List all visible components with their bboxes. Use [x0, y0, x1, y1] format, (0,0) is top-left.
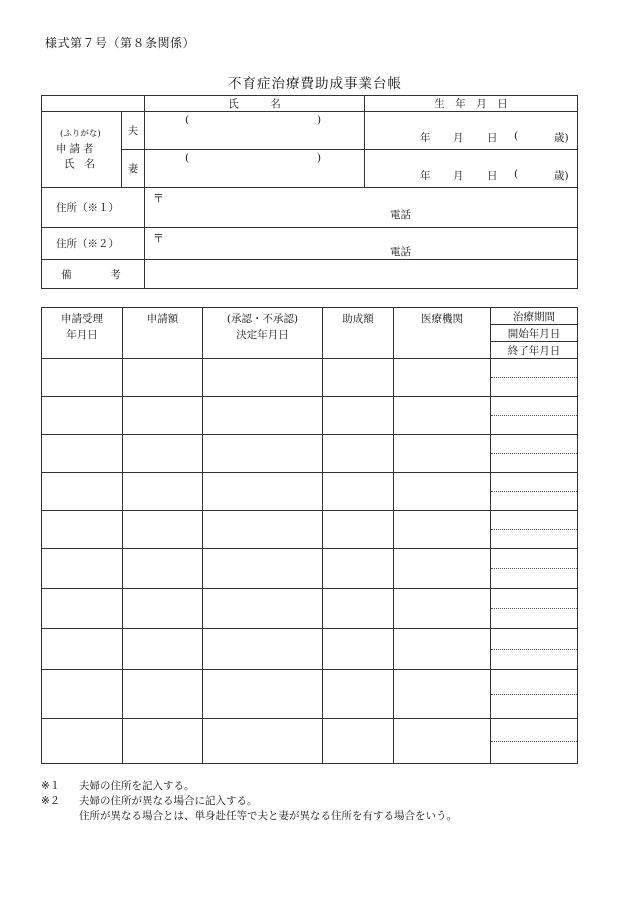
ledger-cell[interactable]	[123, 719, 203, 764]
col-decision-date: (承認・不承認) 決定年月日	[203, 308, 323, 359]
phone-label: 電話	[390, 209, 411, 221]
ledger-cell[interactable]	[123, 549, 203, 589]
ledger-cell[interactable]	[42, 473, 123, 511]
period-start-field[interactable]	[491, 629, 577, 650]
phone-label: 電話	[390, 246, 411, 258]
ledger-cell[interactable]	[42, 549, 123, 589]
period-end-field[interactable]	[491, 492, 577, 510]
age-label: 歳)	[554, 170, 569, 182]
husband-dob-field[interactable]	[365, 112, 578, 150]
ledger-row	[42, 629, 578, 670]
footnote-text: 夫婦の住所を記入する。	[79, 780, 195, 792]
applicant-label-line1: 申請者	[56, 143, 97, 155]
wife-label: 妻	[122, 150, 145, 188]
period-end-field[interactable]	[491, 569, 577, 588]
period-end-field[interactable]	[491, 530, 577, 548]
footnote-mark: ※１	[41, 780, 61, 792]
ledger-cell[interactable]	[394, 629, 491, 670]
period-end-field[interactable]	[491, 742, 577, 763]
ledger-cell[interactable]	[42, 719, 123, 764]
ledger-cell[interactable]	[394, 719, 491, 764]
col-received-date: 申請受理 年月日	[42, 308, 123, 359]
ledger-table	[41, 307, 578, 764]
ledger-cell[interactable]	[123, 670, 203, 719]
wife-dob-field[interactable]	[365, 150, 578, 188]
applicant-name-label	[42, 112, 122, 188]
address1-field[interactable]	[145, 188, 578, 228]
ledger-cell[interactable]	[203, 435, 323, 473]
footnote-2-detail	[41, 809, 457, 824]
ledger-cell[interactable]	[203, 549, 323, 589]
applicant-label-line2: 氏名	[64, 158, 105, 170]
document-title: 不育症治療費助成事業台帳	[228, 76, 402, 92]
ledger-cell[interactable]	[42, 359, 123, 397]
ledger-period-cell[interactable]	[491, 629, 578, 670]
ledger-cell[interactable]	[203, 670, 323, 719]
ledger-cell[interactable]	[123, 473, 203, 511]
ledger-cell[interactable]	[394, 670, 491, 719]
period-end-field[interactable]	[491, 378, 577, 396]
col-treatment-period: 治療期間	[491, 308, 578, 325]
ledger-row	[42, 397, 578, 435]
ledger-cell[interactable]	[323, 397, 394, 435]
name-header: 氏 名	[145, 96, 365, 112]
footnote-2	[41, 794, 457, 809]
age-paren-open: (	[514, 168, 519, 180]
wife-name-field[interactable]	[145, 150, 365, 188]
footnote-text: 住所が異なる場合とは、単身赴任等で夫と妻が異なる住所を有する場合をいう。	[79, 810, 457, 822]
day-label: 日	[487, 170, 498, 182]
col-period-start: 開始年月日	[491, 325, 578, 342]
ledger-cell[interactable]	[323, 629, 394, 670]
ledger-cell[interactable]	[394, 359, 491, 397]
ledger-cell[interactable]	[203, 359, 323, 397]
ledger-cell[interactable]	[203, 719, 323, 764]
ledger-cell[interactable]	[323, 589, 394, 629]
period-start-field[interactable]	[491, 359, 577, 378]
applicant-register-table	[41, 95, 578, 289]
remarks-field[interactable]	[145, 260, 578, 289]
ledger-cell[interactable]	[323, 549, 394, 589]
ledger-row	[42, 670, 578, 719]
ledger-cell[interactable]	[323, 511, 394, 549]
age-paren-open: (	[514, 130, 519, 142]
ledger-cell[interactable]	[123, 397, 203, 435]
ledger-period-cell[interactable]	[491, 397, 578, 435]
footnote-mark: ※２	[41, 795, 61, 807]
ledger-cell[interactable]	[123, 511, 203, 549]
period-start-field[interactable]	[491, 549, 577, 569]
ledger-cell[interactable]	[123, 629, 203, 670]
month-label: 月	[453, 132, 464, 144]
footnote-1	[41, 779, 457, 794]
footnotes	[41, 779, 457, 824]
ledger-row	[42, 473, 578, 511]
husband-name-field[interactable]	[145, 112, 365, 150]
period-end-field[interactable]	[491, 454, 577, 472]
address2-label: 住所（※２）	[42, 228, 145, 260]
ledger-cell[interactable]	[323, 435, 394, 473]
col-requested-amount: 申請額	[123, 308, 203, 359]
ledger-period-cell[interactable]	[491, 549, 578, 589]
period-start-field[interactable]	[491, 397, 577, 416]
ledger-period-cell[interactable]	[491, 473, 578, 511]
age-label: 歳)	[554, 132, 569, 144]
period-start-field[interactable]	[491, 473, 577, 492]
furigana-paren-close: )	[317, 152, 322, 164]
ledger-cell[interactable]	[42, 435, 123, 473]
ledger-cell[interactable]	[203, 473, 323, 511]
period-start-field[interactable]	[491, 670, 577, 695]
ledger-cell[interactable]	[203, 397, 323, 435]
address1-label: 住所（※１）	[42, 188, 145, 228]
footnote-text: 夫婦の住所が異なる場合に記入する。	[79, 795, 258, 807]
ledger-cell[interactable]	[394, 589, 491, 629]
ledger-period-cell[interactable]	[491, 589, 578, 629]
ledger-period-cell[interactable]	[491, 719, 578, 764]
ledger-cell[interactable]	[323, 359, 394, 397]
period-end-field[interactable]	[491, 695, 577, 718]
ledger-cell[interactable]	[203, 629, 323, 670]
col-grant-amount: 助成額	[323, 308, 394, 359]
ledger-cell[interactable]	[394, 435, 491, 473]
ledger-cell[interactable]	[123, 589, 203, 629]
remarks-label: 備 考	[42, 260, 145, 289]
ledger-period-cell[interactable]	[491, 435, 578, 473]
ledger-cell[interactable]	[123, 435, 203, 473]
ledger-row	[42, 589, 578, 629]
col-period-end: 終了年月日	[491, 342, 578, 359]
period-end-field[interactable]	[491, 609, 577, 628]
husband-label: 夫	[122, 112, 145, 150]
furigana-paren-open: (	[185, 114, 190, 126]
ledger-cell[interactable]	[394, 397, 491, 435]
period-start-field[interactable]	[491, 511, 577, 530]
ledger-row	[42, 359, 578, 397]
form-number: 様式第７号（第８条関係）	[45, 36, 196, 50]
ledger-cell[interactable]	[394, 511, 491, 549]
ledger-period-cell[interactable]	[491, 511, 578, 549]
ledger-row	[42, 549, 578, 589]
ledger-cell[interactable]	[323, 473, 394, 511]
furigana-paren-open: (	[185, 152, 190, 164]
furigana-label: (ふりがな)	[60, 129, 101, 139]
ledger-cell[interactable]	[394, 473, 491, 511]
period-end-field[interactable]	[491, 416, 577, 434]
ledger-cell[interactable]	[42, 397, 123, 435]
postal-mark: 〒	[153, 192, 164, 205]
day-label: 日	[487, 132, 498, 144]
period-end-field[interactable]	[491, 650, 577, 669]
ledger-period-cell[interactable]	[491, 359, 578, 397]
ledger-cell[interactable]	[42, 629, 123, 670]
ledger-row	[42, 435, 578, 473]
dob-header: 生 年 月 日	[365, 96, 578, 112]
ledger-cell[interactable]	[323, 719, 394, 764]
col-medical-institution: 医療機関	[394, 308, 491, 359]
ledger-period-cell[interactable]	[491, 670, 578, 719]
ledger-cell[interactable]	[42, 511, 123, 549]
ledger-cell[interactable]	[323, 670, 394, 719]
ledger-cell[interactable]	[203, 511, 323, 549]
postal-mark: 〒	[153, 232, 164, 245]
period-start-field[interactable]	[491, 719, 577, 742]
ledger-cell[interactable]	[203, 589, 323, 629]
ledger-cell[interactable]	[123, 359, 203, 397]
period-start-field[interactable]	[491, 589, 577, 609]
ledger-cell[interactable]	[42, 670, 123, 719]
furigana-paren-close: )	[317, 114, 322, 126]
ledger-row	[42, 719, 578, 764]
year-label: 年	[420, 132, 431, 144]
year-label: 年	[420, 170, 431, 182]
ledger-row	[42, 511, 578, 549]
period-start-field[interactable]	[491, 435, 577, 454]
ledger-cell[interactable]	[394, 549, 491, 589]
ledger-cell[interactable]	[42, 589, 123, 629]
month-label: 月	[453, 170, 464, 182]
address2-field[interactable]	[145, 228, 578, 260]
corner-cell	[42, 96, 145, 112]
